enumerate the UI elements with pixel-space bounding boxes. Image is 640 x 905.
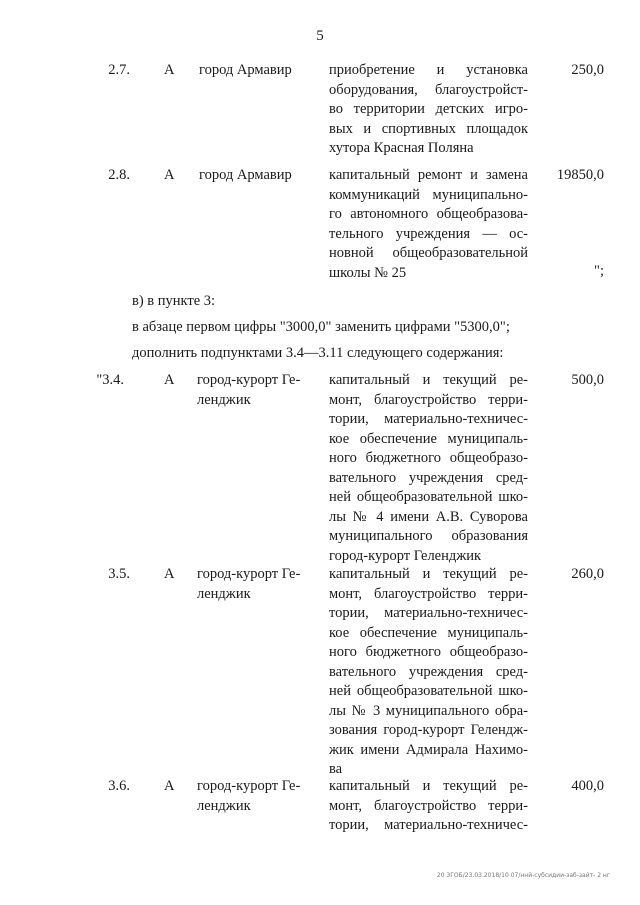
description-line: монт, благоустройство терри-	[329, 391, 528, 408]
description-line: город-курорт Геленджик	[329, 547, 482, 564]
description-line: во территории детских игро-	[329, 101, 528, 117]
item-description	[329, 371, 528, 566]
description-line: муниципального образования	[329, 528, 528, 544]
item-amount: 400,0	[571, 778, 604, 794]
description-line: капитальный и текущий ре-	[329, 566, 528, 582]
item-number: 2.8.	[108, 167, 130, 183]
description-line: ного бюджетного общеобразо-	[329, 450, 528, 466]
item-description	[329, 166, 528, 283]
description-line: тории, материально-техничес-	[329, 605, 528, 621]
closing-quote: ";	[594, 263, 604, 279]
description-line: тории, материально-техничес-	[329, 411, 528, 427]
item-description	[329, 61, 528, 159]
footer-document-code: 20 ЗГОБ/23.03.2018/10 07/ннй-субсидии-заб-зайт- 2 нг	[436, 872, 610, 879]
item-place: город-курорт Ге- ленджик	[197, 372, 301, 408]
item-amount: 19850,0	[556, 167, 604, 183]
item-group: А	[164, 566, 175, 582]
item-place: город Армавир	[199, 167, 292, 183]
item-place: город-курорт Ге- ленджик	[197, 566, 301, 602]
description-line: капитальный и текущий ре-	[329, 778, 528, 794]
description-line: капитальный и текущий ре-	[329, 372, 528, 388]
description-line: тории, материально-техничес-	[329, 817, 528, 833]
item-number: 3.5.	[108, 566, 130, 582]
description-line: ва	[329, 761, 343, 777]
description-line: оборудования, благоустройст-	[329, 81, 528, 98]
description-line: ней общеобразовательной шко-	[329, 489, 528, 505]
item-number: "3.4.	[96, 372, 124, 388]
page-number: 5	[316, 28, 324, 44]
description-line: кое обеспечение муниципаль-	[329, 624, 528, 641]
item-description	[329, 565, 528, 780]
item-place: город-курорт Ге- ленджик	[197, 778, 301, 814]
item-group: А	[164, 372, 175, 388]
paragraph: в) в пункте 3:	[132, 293, 216, 309]
description-line: зования город-курорт Гелендж-	[329, 722, 528, 738]
description-line: монт, благоустройство терри-	[329, 797, 528, 814]
description-line: коммуникаций муниципально-	[329, 186, 528, 203]
description-line: жик имени Адмирала Нахимо-	[329, 741, 528, 758]
description-line: ного бюджетного общеобразо-	[329, 644, 528, 660]
description-line: капитальный ремонт и замена	[329, 167, 528, 183]
description-line: лы № 4 имени А.В. Суворова	[329, 508, 528, 525]
paragraph: в абзаце первом цифры "3000,0" заменить цифрами "5300,0";	[132, 319, 510, 335]
item-group: А	[164, 167, 175, 183]
description-line: кое обеспечение муниципаль-	[329, 430, 528, 447]
description-line: ней общеобразовательной шко-	[329, 683, 528, 699]
description-line: вательного учреждения сред-	[329, 469, 528, 486]
description-line: приобретение и установка	[329, 62, 528, 78]
description-line: монт, благоустройство терри-	[329, 585, 528, 602]
description-line: школы № 25	[329, 264, 407, 281]
item-amount: 250,0	[571, 62, 604, 78]
description-line: новной общеобразовательной	[329, 245, 528, 261]
paragraph: дополнить подпунктами 3.4—3.11 следующего содержания:	[132, 345, 504, 361]
description-line: хутора Красная Поляна	[329, 140, 474, 156]
description-line: тельного учреждения — ос-	[329, 225, 528, 242]
description-line: лы № 3 муниципального обра-	[329, 702, 528, 719]
item-place: город Армавир	[199, 62, 292, 78]
description-line: вательного учреждения сред-	[329, 663, 528, 680]
item-amount: 500,0	[571, 372, 604, 388]
item-number: 2.7.	[108, 62, 130, 78]
item-number: 3.6.	[108, 778, 130, 794]
item-amount: 260,0	[571, 566, 604, 582]
item-group: А	[164, 62, 175, 78]
item-group: А	[164, 778, 175, 794]
item-description	[329, 777, 528, 836]
description-line: вых и спортивных площадок	[329, 120, 528, 137]
description-line: го автономного общеобразова-	[329, 206, 528, 222]
